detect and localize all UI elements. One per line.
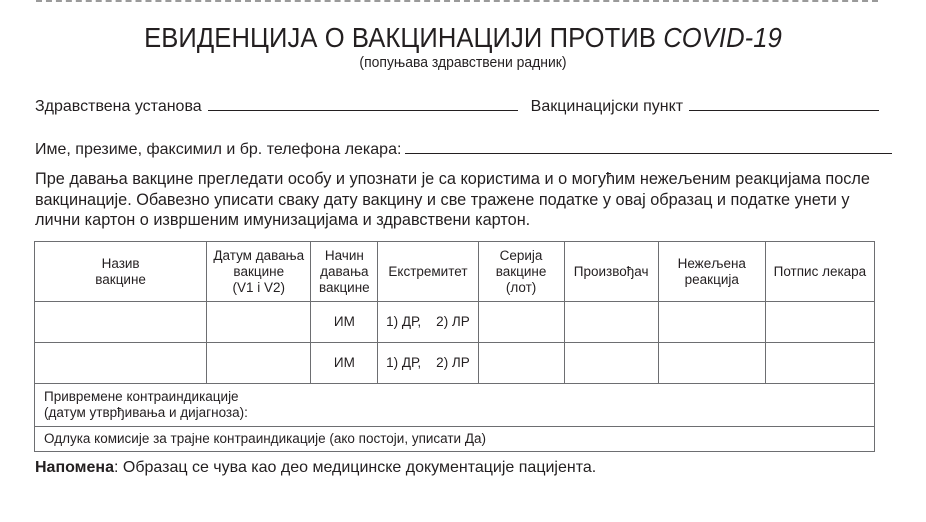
cell-lot[interactable] [478, 302, 564, 343]
header-lot: Серија вакцине (лот) [478, 242, 564, 302]
vaccination-point-field[interactable] [689, 96, 879, 111]
institution-field[interactable] [208, 96, 518, 111]
doctor-field[interactable] [405, 139, 892, 154]
institution-row [35, 96, 879, 116]
header-manufacturer: Произвођач [564, 242, 658, 302]
page-title [32, 22, 893, 54]
cell-vaccine-name[interactable] [35, 343, 207, 384]
header-doctor-signature: Потпис лекара [765, 242, 874, 302]
cell-route: ИМ [311, 302, 378, 343]
cell-manufacturer[interactable] [564, 343, 658, 384]
doctor-row [35, 139, 892, 159]
header-adverse-reaction: Нежељена реакција [658, 242, 765, 302]
commission-cell[interactable]: Одлука комисије за трајне контраиндикације (ако постоји, уписати Да) [35, 427, 875, 452]
header-limb: Екстремитет [378, 242, 478, 302]
header-date: Датум давања вакцине (V1 i V2) [207, 242, 311, 302]
note-label: Напомена [35, 459, 114, 476]
table-header-row [35, 242, 875, 302]
institution-label: Здравствена установа [35, 98, 202, 115]
title-main: ЕВИДЕНЦИЈА О ВАКЦИНАЦИЈИ ПРОТИВ [144, 22, 656, 53]
table-row [35, 343, 875, 384]
top-cut-line [36, 0, 878, 7]
cell-route: ИМ [311, 343, 378, 384]
cell-doctor-signature[interactable] [765, 343, 874, 384]
title-covid: COVID-19 [663, 22, 782, 53]
contraindications-row [35, 384, 875, 427]
cell-vaccine-name[interactable] [35, 302, 207, 343]
header-vaccine-name: Назив вакцине [35, 242, 207, 302]
doctor-label: Име, презиме, факсимил и бр. телефона лекара: [35, 141, 402, 158]
cell-date[interactable] [207, 343, 311, 384]
subtitle: (попуњава здравствени радник) [359, 54, 567, 71]
cell-adverse-reaction[interactable] [658, 302, 765, 343]
cell-limb[interactable]: 1) ДР, 2) ЛР [378, 343, 478, 384]
table-row [35, 302, 875, 343]
vaccination-table [34, 241, 875, 452]
cell-date[interactable] [207, 302, 311, 343]
cell-manufacturer[interactable] [564, 302, 658, 343]
commission-row [35, 427, 875, 452]
cell-limb[interactable]: 1) ДР, 2) ЛР [378, 302, 478, 343]
header-route: Начин давања вакцине [311, 242, 378, 302]
cell-doctor-signature[interactable] [765, 302, 874, 343]
vaccination-point-label: Вакцинацијски пункт [530, 98, 684, 115]
contraindications-cell[interactable]: Привремене контраиндикације (датум утврђивања и дијагноза): [35, 384, 875, 427]
cell-adverse-reaction[interactable] [658, 343, 765, 384]
note-text: : Образац се чува као део медицинске документације пацијента. [113, 459, 597, 476]
footnote [35, 459, 596, 477]
cell-lot[interactable] [478, 343, 564, 384]
instructions-paragraph: Пре давања вакцине прегледати особу и упознати је са користима и о могућим нежељеним реакцијама после вакцинације. Обавезно уписати сваку дату вакцину и све тражене податке у овај образац и податке унети у лични картон о извршеним имунизацијама и здравствени картон. [35, 170, 870, 229]
